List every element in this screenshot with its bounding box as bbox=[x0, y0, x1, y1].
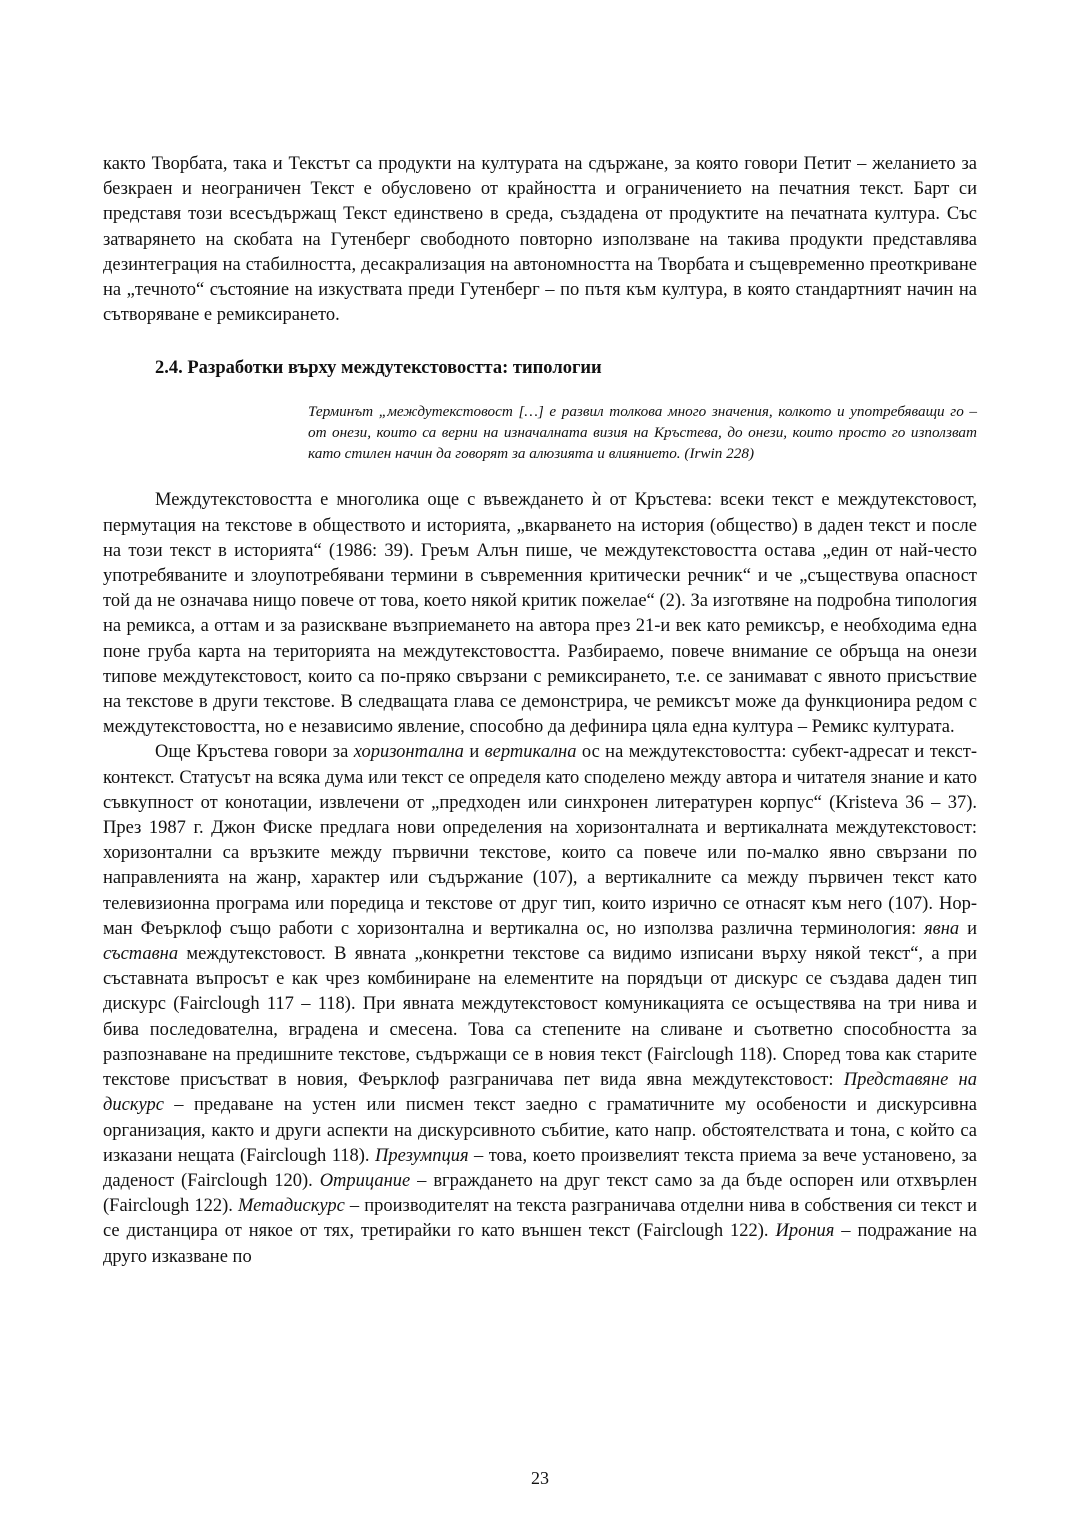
paragraph-continuation: както Творбата, така и Текстът са продукти на културата на сдържане, за която говори Петит – желанието за безкраен и неограничен Текст е обусловено от крайността и ограничението на печатния текст. Барт си представя този всесъдържащ Текст единствено в среда, създадена от продуктите на печатната култура. Със затварянето на скобата на Гутенберг свободното повторно използване на такива продукти представлява дезинтеграция на стабилността, десакрализация на автономността на Творбата и същевременно преоткриване на „течното“ състояние на изкуствата преди Гутенберг – по пътя към култура, в която стандартният начин на сътворяване е ремиксирането. bbox=[103, 154, 977, 326]
text-run: – това, което произвелият текста приема за вече установено, за даденост (Fairclough 120). bbox=[103, 1145, 977, 1191]
text-run: – производителят на текста разграничава отделни нива в собствения си текст и се дистанцира от някое от тях, третирайки го като външен текст (Fairclough 122). bbox=[103, 1196, 977, 1242]
body-text bbox=[103, 488, 977, 1269]
text-run: – подражание на друго изказване по bbox=[103, 1221, 978, 1267]
epigraph-text: Терминът „междутекстовост […] е развил толкова много значения, колкото и употребяващи го – от онези, които са верни на изначалната визия на Кръстева, до онези, които просто го използват като стилен начин да говорят за алюзията и влиянието. (Irwin 228) bbox=[308, 403, 977, 463]
italic-term: Представяне на дискурс bbox=[103, 1070, 977, 1116]
page-number: 23 bbox=[531, 1468, 549, 1488]
italic-term: хоризонтална bbox=[353, 742, 464, 763]
text-run: – предаване на устен или писмен текст заедно с граматичните му особености и дискурсивна организация, както и други аспекти на дискурсивното събитие, като напр. обстоятелствата и тона, с който са изказани нещата (Fairclough 118). bbox=[103, 1095, 977, 1166]
text-run: и bbox=[463, 742, 485, 763]
text-run: междутекстовост. В явната „конкретни текстове са видимо изписани върху някой текст“, а при съставната въпросът е как чрез комбиниране на елементите на порядъци от дискурс се създава даден тип дискурс (Fairclough 117 – 118). При явната междутекстовост комуникацията се осъществява на три нива и бива последователна, вградена и смесена. Това са степените на сливане и съответно способността за разпознаване на предишните текстове, съдържащи се в новия текст (Fairclough 118). Според това как старите текстове присъстват в новия, Феърклоф разграничава пет вида явна междутекстовост: bbox=[103, 944, 977, 1091]
text-run: и bbox=[959, 918, 977, 939]
italic-term: вертикална bbox=[484, 742, 577, 763]
italic-term: съставна bbox=[103, 944, 179, 965]
italic-term: Презумпция bbox=[375, 1145, 469, 1166]
epigraph-quote bbox=[308, 401, 977, 464]
italic-term: явна bbox=[924, 918, 960, 939]
text-run: Още Кръстева говори за bbox=[155, 742, 354, 763]
text-run: ос на междутекстовостта: субект-адресат и текст-контекст. Статусът на всяка дума или текст се определя като споделено между автора и читателя знание и като съвкупност от конотации, извлечени от „предходен или синхронен литературен корпус“ (Kristeva 36 – 37). През 1987 г. Джон Фиске предлага нови определения на хоризонталната и вертикалната междутекстовост: хоризонтални са връзките между първични текстове, които са повече или по-малко явно свързани по направленията на жанр, характер или съдържание (107), а вертикалните са между първичен текст като телевизионна програма или поредица и текстове от друг тип, които изрично се отнасят към него (107). Норман Феърклоф също работи с хоризонтална и вертикална ос, но използва различна терминология: bbox=[103, 742, 977, 939]
paragraph-axes bbox=[103, 740, 977, 1269]
paragraph-intertextuality: Междутекстовостта е многолика още с въвеждането ѝ от Кръстева: всеки текст е междутекстовост, пермутация на текстове в обществото и историята, „вкарването на история (общество) в даден текст и после на този текст в историята“ (1986: 39). Греъм Алън пише, че междутекстовостта остава „един от най-често употребяваните и злоупотребявани термини в съвременния критически речник“ и че „съществува опасност той да не означава нищо повече от това, което някой критик пожелае“ (2). За изготвяне на подробна типология на ремикса, а оттам и за разискване възприемането на автора през 21-и век като ремиксър, е необходима една поне груба карта на територията на междутекстовостта. Разбираемо, повече внимание се обръща на онези типове междутекстовост, които са по-пряко свързани с ремиксирането, т.е. се занимават с явното присъствие на текстове в други текстове. В следващата глава се демонстрира, че ремиксът може да функционира редом с междутекстовостта, но е независимо явление, способно да дефинира цяла една култура – Ремикс културата. bbox=[103, 490, 977, 738]
section-heading: 2.4. Разработки върху междутекстовостта: типологии bbox=[155, 358, 602, 379]
italic-term: Метадискурс bbox=[237, 1196, 345, 1217]
page-content bbox=[103, 152, 977, 1270]
text-run: – вграждането на друг текст само за да бъде оспорен или отхвърлен (Fairclough 122). bbox=[103, 1170, 977, 1217]
italic-term: Отрицание bbox=[319, 1170, 411, 1191]
italic-term: Ирония bbox=[775, 1221, 835, 1242]
